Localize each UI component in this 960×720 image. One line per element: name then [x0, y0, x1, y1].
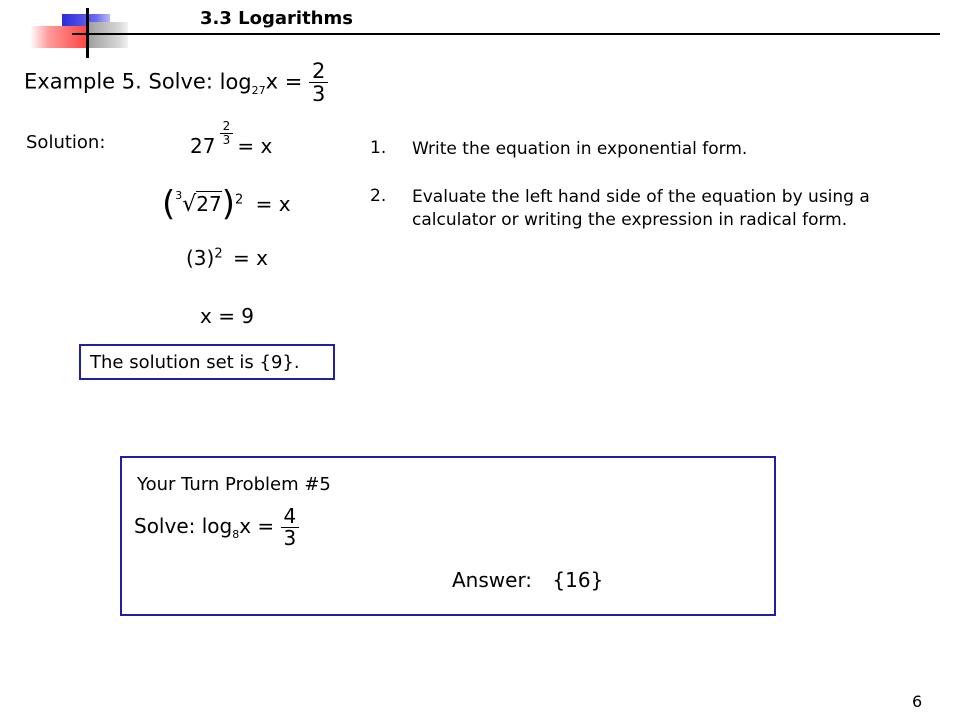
- solution-step-simplified: $(3)^2 = x$: [186, 246, 268, 270]
- slide-title: 3.3 Logarithms: [200, 8, 353, 29]
- fraction-numerator: 2: [309, 60, 328, 83]
- your-turn-fraction: $\frac{4}{3}$: [281, 506, 300, 549]
- step-2-text: Evaluate the left hand side of the equation by using a calculator or writing the expression in radical form.: [412, 187, 870, 230]
- page-number: 6: [912, 692, 923, 711]
- your-turn-title: Your Turn Problem #5: [137, 474, 331, 495]
- solution-step-radical: $(^3√27)^2 = x$: [162, 184, 291, 224]
- example-label: Example 5. Solve:: [24, 69, 213, 94]
- your-turn-problem: Solve: $\log_8x$ = $\frac{4}{3}$: [134, 506, 299, 549]
- radical-index: 3: [175, 189, 183, 203]
- example-statement: [24, 60, 328, 105]
- answer-label: Answer:: [452, 568, 533, 592]
- solution-result: x = 9: [200, 304, 255, 328]
- header-decoration-gray: [86, 22, 128, 48]
- example-fraction: [309, 60, 328, 105]
- log-function: $\log_{27}$: [219, 69, 266, 97]
- solution-set-text: The solution set is {9}.: [90, 352, 300, 373]
- step-1-text: Write the equation in exponential form.: [412, 139, 748, 159]
- solution-label: Solution:: [26, 132, 106, 153]
- exponent-fraction: 2 3: [220, 120, 234, 146]
- log-base: 8: [232, 528, 240, 541]
- your-turn-answer: [452, 568, 603, 592]
- step-2-number: 2.: [370, 186, 387, 206]
- fraction-denominator: 3: [312, 82, 326, 107]
- log-base: 27: [251, 83, 266, 97]
- solution-step-exponential: 27 $^{\frac{2}{3}}$ = x: [190, 119, 273, 158]
- header-decoration-red: [30, 26, 92, 48]
- answer-value: {16}: [552, 568, 604, 592]
- radical-icon: √: [182, 192, 197, 217]
- example-variable: x =: [265, 69, 303, 94]
- header-rule: [72, 33, 940, 35]
- step-1-number: 1.: [370, 138, 387, 158]
